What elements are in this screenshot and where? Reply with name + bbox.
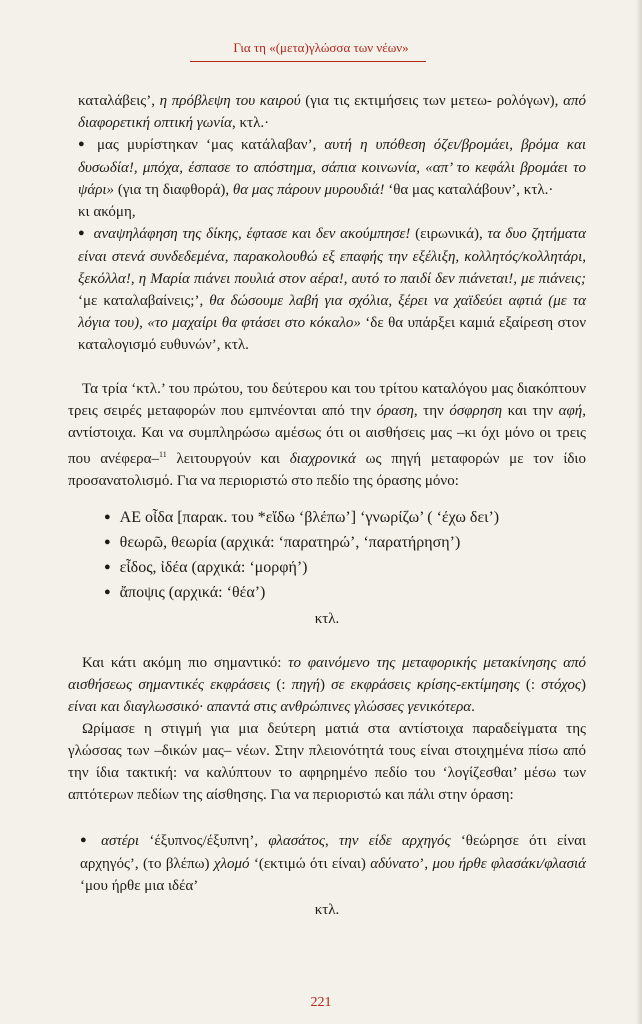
quote2-italic-b: θα μας πάρουν μυρουδιά! xyxy=(232,182,385,198)
connector: κι ακόμη, xyxy=(78,204,136,220)
paragraph-2 xyxy=(68,652,586,718)
para1-italic-touch: αφή xyxy=(558,403,583,419)
para2-italic-d: στόχος xyxy=(541,677,582,693)
para2-text-b: (: xyxy=(270,677,292,693)
quote-block-3 xyxy=(68,223,586,356)
example-ktl: κτλ. xyxy=(314,902,340,918)
quote1-text-b: (για τις εκτιμήσεις των μετεω- xyxy=(300,93,492,109)
quote1-text: καταλάβεις’, xyxy=(78,93,160,109)
example-italic-c: την είδε αρχηγός xyxy=(338,833,451,849)
example-text-g: ‘μου ήρθε μια ιδέα’ xyxy=(80,878,199,894)
example-text-b: , xyxy=(324,833,339,849)
para1-text-d: , αντίστοιχα. Και να συμπληρώσω αμέσως ότι οι αισθήσεις μας –κι όχι μόνο οι τρεις που ανέφερα– xyxy=(68,403,586,467)
example-italic-e: αδύνατο xyxy=(370,856,420,872)
para2-italic-c: σε εκφράσεις κρίσης-εκτίμησης xyxy=(331,677,520,693)
para1-text: Τα τρία ‘κτλ.’ του πρώτου, του δεύτερου και του τρίτου καταλόγου μας διακόπτουν τρεις σειρές μεταφορών που εμπνέονται από την xyxy=(68,381,586,419)
para2-text: Και κάτι ακόμη πιο σημαντικό: xyxy=(82,655,289,671)
quote1-italic: η πρόβλεψη του καιρού xyxy=(159,93,301,109)
bullet-icon xyxy=(80,833,101,849)
quote2-text-b: (για τη διαφθορά), xyxy=(114,182,233,198)
list-item: ● ἄποψις (αρχικά: ‘θέα’) xyxy=(104,581,586,606)
page-body xyxy=(68,90,586,921)
page-number: 221 xyxy=(310,995,332,1010)
footnote-ref: 11 xyxy=(159,450,167,459)
example-text-e: ‘(εκτιμώ ότι είναι) xyxy=(249,856,371,872)
example-text-d: ότι είναι αρχηγός’, (το βλέπω) xyxy=(80,833,586,872)
para1-italic-diachronic: διαχρονικά xyxy=(289,451,356,467)
list-item: ● θεωρῶ, θεωρία (αρχικά: ‘παρατηρώ’, ‘παρατήρηση’) xyxy=(104,531,586,556)
quote3-italic-c: θα δώσουμε λαβή για σχόλια, ξέρει να χαϊδεύει αφτιά (με τα λόγια του), «το μαχαίρι θα φτάσει στο κόκαλο» xyxy=(78,293,586,331)
para1-text-c: και την xyxy=(502,403,559,419)
para2-text-e: ) xyxy=(581,677,587,693)
quote2-italic: αυτή η υπόθεση όζει/βρομάει, βρόμα και δυσωδία!, μπόχα, έσπασε το απόστημα, σάπια κοινωνία, «απ’ το κεφάλι βρομάει το ψάρι» xyxy=(78,137,586,198)
example-block xyxy=(68,830,586,897)
para2-text-d: (: xyxy=(519,677,542,693)
quote2-text: μας μυρίστηκαν ‘μας κατάλαβαν’, xyxy=(97,137,325,153)
vision-list xyxy=(104,506,586,606)
paragraph-1 xyxy=(68,378,586,492)
para2-italic: το φαινόμενο της μεταφορικής μετακίνησης από αισθήσεως σημαντικές εκφράσεις xyxy=(68,655,586,693)
running-header: Για τη «(μετα)γλώσσα των νέων» xyxy=(233,40,409,55)
example-italic-f: μου ήρθε φλασάκι/φλασιά xyxy=(432,856,587,872)
quote3-italic: αναψηλάφηση της δίκης, έφτασε και δεν ακούμπησε! xyxy=(93,226,411,242)
quote1-text-d: , κτλ.· xyxy=(232,115,270,131)
para2-italic-b: πηγή xyxy=(291,677,320,693)
example-text-f: ’, xyxy=(419,856,429,872)
para1-italic-vision: όραση xyxy=(376,403,414,419)
paragraph-3: Ωρίμασε η στιγμή για μια δεύτερη ματιά στα αντίστοιχα παραδείγματα της γλώσσας των –δικών μας– νέων. Στην πλειονότητά τους είναι στοιχημένα πίσω από την ίδια τακτική: να καλύπτουν το αφηρημένο πεδίο του ‘λογίζεσθαι’ μέσω των απτότερων πεδίων της αίσθησης. Για να περιοριστώ και πάλι στην όραση: xyxy=(68,721,586,803)
quote3-text-c: ‘δε θα υπάρξει καμιά εξαίρεση στον καταλογισμό ευθυνών’, κτλ. xyxy=(78,315,586,353)
quote2-text-c: ‘θα μας καταλάβουν’, κτλ.· xyxy=(384,182,554,198)
quote3-italic-b: τα δυο ζητήματα είναι στενά συνδεδεμένα, παρακολουθώ εξ επαφής την εξέλιξη, κολλητός/κολλητάρι, ξεκόλλα!, η Μαρία πιάνει πουλιά στον αέρα!, αυτό το παιδί δεν πιάνεται!, με πιάνεις; xyxy=(78,226,586,287)
para2-text-f: . xyxy=(471,699,475,715)
para1-text-b: , την xyxy=(413,403,450,419)
quote1-italic-b: από διαφορετική οπτική γωνία xyxy=(78,93,586,131)
quote-block-2 xyxy=(68,134,586,201)
example-text-c: ‘θεώρησε xyxy=(450,833,519,849)
quote3-text: (ειρωνικά), xyxy=(410,226,488,242)
quote1-text-c: ρολόγων), xyxy=(496,93,564,109)
bullet-icon xyxy=(78,226,94,242)
para1-text-e: λειτουργούν και xyxy=(166,451,290,467)
example-text: ‘έξυπνος/έξυπνη’, xyxy=(139,833,269,849)
para2-text-c: ) xyxy=(319,677,332,693)
header-rule xyxy=(190,61,426,62)
list-ktl: κτλ. xyxy=(314,611,340,627)
list-item: ● εἶδος, ἰδέα (αρχικά: ‘μορφή’) xyxy=(104,556,586,581)
para2-italic-e: είναι και διαγλωσσικό· απαντά στις ανθρώπινες γλώσσες γενικότερα xyxy=(68,699,472,715)
bullet-icon xyxy=(78,137,97,153)
page-edge xyxy=(636,0,642,1024)
para1-italic-smell: όσφρηση xyxy=(449,403,503,419)
example-italic-d: χλομό xyxy=(213,856,250,872)
example-italic-b: φλασάτος xyxy=(268,833,325,849)
example-italic: αστέρι xyxy=(101,833,140,849)
quote3-text-b: ‘με καταλαβαίνεις;’, xyxy=(78,293,210,309)
para1-text-f: ως πηγή μεταφορών με τον ίδιο προσανατολισμό. Για να περιοριστώ στο πεδίο της όρασης μόνο: xyxy=(68,451,586,489)
quote-block-1 xyxy=(68,90,586,134)
list-item: ● ΑΕ οἶδα [παρακ. του *εἴδω ‘βλέπω’] ‘γνωρίζω’ ( ‘έχω δει’) xyxy=(104,506,586,531)
